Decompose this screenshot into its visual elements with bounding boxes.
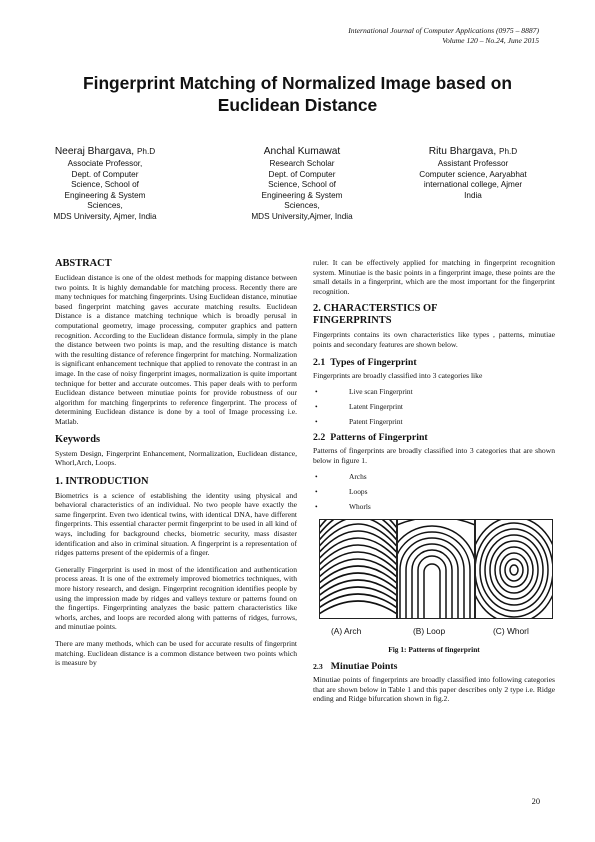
introduction-heading: 1. INTRODUCTION — [55, 475, 149, 487]
journal-name: International Journal of Computer Applications (0975 – 8887) — [348, 26, 539, 35]
subsection-title: Patterns of Fingerprint — [330, 432, 428, 444]
author-affiliation-line: India — [464, 190, 482, 200]
author-affiliation-line: Engineering & System — [261, 190, 343, 200]
keywords-text: System Design, Fingerprint Enhancement, Normalization, Euclidean distance, Whorl,Arch, Loops. — [55, 448, 297, 468]
author-degree: Ph.D — [136, 147, 156, 156]
author-block — [40, 145, 560, 235]
author-2 — [222, 145, 382, 222]
author-affiliation-line: Sciences, — [87, 201, 123, 210]
introduction-paragraph: Generally Fingerprint is used in most of the identification and authentication process areas. It is one of the extremely improved biometrics techniques, with more history research, and design. Fingerprint recognition identifies people by using the impression made by ridges and valleys texture or patterns found on the fingertips. Fingerprinting analyzes the basic pattern characteristics like whorls, arches, and loops are recorded along with patterns of ridges, furrows, and minutiae points. — [55, 564, 297, 632]
list-item-label: Patent Fingerprint — [349, 417, 403, 427]
bullet-icon: • — [315, 402, 318, 412]
subsection-number: 2.1 — [313, 356, 326, 368]
introduction-paragraph: Biometrics is a science of establishing the identity using physical and behavioral characteristics of an individual. No two people have exactly the same fingerprint. Even two identical twins, with identical DNA, have different fingerprints. This essential character permit fingerprint to be used in all kind of ways, including for background checks, biometric security, mass disaster identification and also in criminal situation. A fingerprint is a representation of ridges patterns present of the epidermis of a finger. — [55, 490, 297, 558]
section2-heading-line2: FINGERPRINTS — [313, 315, 392, 327]
subsection-2-1-text: Fingerprints are broadly classified into 3 categories like — [313, 370, 483, 380]
bullet-icon: • — [315, 502, 318, 512]
figure-caption: Fig 1: Patterns of fingerprint — [388, 645, 480, 655]
author-affiliation-line: Sciences, — [284, 201, 320, 210]
figure-label-whorl: (C) Whorl — [493, 626, 529, 637]
whorl-fingerprint-icon — [476, 520, 552, 618]
page-number: 20 — [531, 797, 540, 806]
keywords-heading: Keywords — [55, 433, 101, 445]
author-affiliation-line: Science, School of — [71, 180, 139, 189]
list-item — [313, 387, 555, 396]
journal-header — [348, 26, 539, 46]
left-column — [55, 258, 297, 675]
arch-fingerprint-icon — [320, 520, 396, 618]
fingerprint-patterns-list — [313, 472, 555, 511]
section2-heading — [313, 303, 555, 327]
author-name: Neeraj Bhargava, — [54, 146, 135, 157]
section2-text: Fingerprints contains its own characteristics like types , patterns, minutiae points and secondary features are shown below. — [313, 330, 555, 349]
loop-fingerprint-image — [397, 519, 475, 619]
list-item — [313, 417, 555, 426]
paper-title-line2: Euclidean Distance — [217, 95, 378, 115]
abstract-text: Euclidean distance is one of the oldest methods for mapping distance between two points. It is highly demandable for matching process. Recently there are many techniques for matching fingerprints. Using Euclidean distance, minutiae based fingerprint matching gaves accurate matching results. Euclidean Distance is a distance matching technique which is broadly perusal in computational geometry, image processing, computer graphics and pattern recognition. According to the Euclidean distance formula, simply in the plane the distance between two points is map, and the resulting distance is match with the resulting distance of reference fingerprint for matching. Normalization is significant enhancement technique that applied to renovate the contrast in an image. In the case of noisy fingerprint images, normalization is quite important technique for better and accurate outcomes. This paper deals with to perform Euclidean distance between minutiae points for provide robustness of our algorithm for matching fingerprints to reference fingerprint. The process of determining Euclidean distance is done by a tool of Image processing i.e. Matlab. — [55, 273, 297, 426]
author-name: Ritu Bhargava, — [428, 146, 497, 157]
list-item-label: Latent Fingerprint — [349, 402, 403, 412]
author-affiliation-line: MDS University,Ajmer, India — [251, 211, 353, 221]
author-affiliation-line: MDS University, Ajmer, India — [53, 211, 157, 221]
subsection-number: 2.3 — [313, 661, 323, 671]
author-affiliation-line: Science, School of — [268, 180, 336, 189]
bullet-icon: • — [315, 417, 318, 427]
list-item — [313, 487, 555, 496]
author-affiliation-line: Assistant Professor — [437, 159, 509, 168]
bullet-icon: • — [315, 387, 318, 397]
author-3 — [398, 145, 548, 201]
fingerprint-patterns-figure — [319, 519, 551, 639]
subsection-2-1-heading — [313, 357, 555, 369]
whorl-fingerprint-image — [475, 519, 553, 619]
figure-label-arch: (A) Arch — [331, 626, 362, 637]
bullet-icon: • — [315, 487, 318, 497]
bullet-icon: • — [315, 472, 318, 482]
author-affiliation-line: Engineering & System — [64, 190, 146, 200]
arch-fingerprint-image — [319, 519, 397, 619]
subsection-2-2-text: Patterns of fingerprints are broadly classified into 3 categories that are shown below in figure 1. — [313, 446, 555, 465]
author-name: Anchal Kumawat — [263, 146, 341, 157]
journal-volume: Volume 120 – No.24, June 2015 — [442, 36, 539, 45]
author-1 — [30, 145, 180, 222]
paper-title — [40, 72, 555, 116]
list-item — [313, 502, 555, 511]
author-affiliation-line: Computer science, Aaryabhat — [419, 169, 527, 179]
author-affiliation-line: international college, Ajmer — [423, 180, 523, 189]
list-item — [313, 402, 555, 411]
right-column — [313, 258, 555, 711]
author-affiliation-line: Dept. of Computer — [268, 169, 336, 179]
author-affiliation-line: Research Scholar — [269, 159, 335, 168]
fingerprint-types-list — [313, 387, 555, 426]
loop-fingerprint-icon — [398, 520, 474, 618]
list-item-label: Live scan Fingerprint — [349, 387, 413, 397]
section2-heading-line1: 2. CHARACTERSTICS OF — [313, 303, 438, 315]
author-affiliation-line: Associate Professor, — [67, 159, 143, 168]
list-item-label: Loops — [349, 487, 368, 497]
subsection-2-3-heading — [313, 661, 555, 673]
list-item-label: Archs — [349, 472, 367, 482]
list-item — [313, 472, 555, 481]
author-affiliation-line: Dept. of Computer — [71, 169, 139, 179]
subsection-title: Types of Fingerprint — [330, 356, 417, 368]
subsection-number: 2.2 — [313, 432, 326, 444]
subsection-2-3-text: Minutiae points of fingerprints are broadly classified into following categories that are shown below in Table 1 and this paper describes only 2 type i.e. Ridge ending and Ridge bifurcation shown in fig.2. — [313, 674, 555, 704]
author-degree: Ph.D — [499, 147, 518, 156]
list-item-label: Whorls — [349, 502, 371, 512]
introduction-paragraph: There are many methods, which can be used for accurate results of fingerprint matching. Euclidean distance is a common distance between two points which is measure by — [55, 639, 297, 668]
subsection-2-2-heading — [313, 432, 555, 444]
abstract-heading: ABSTRACT — [55, 258, 112, 269]
figure-label-loop: (B) Loop — [413, 626, 446, 637]
continuation-text: ruler. It can be effectively applied for matching in fingerprint recognition system. Minutiae is the basic points in a fingerprint image, these points are the small details in a fingerprint, which are the most important for the fingerprint recognition. — [313, 258, 555, 296]
subsection-title: Minutiae Points — [330, 660, 398, 672]
paper-title-line1: Fingerprint Matching of Normalized Image based on — [82, 73, 512, 93]
